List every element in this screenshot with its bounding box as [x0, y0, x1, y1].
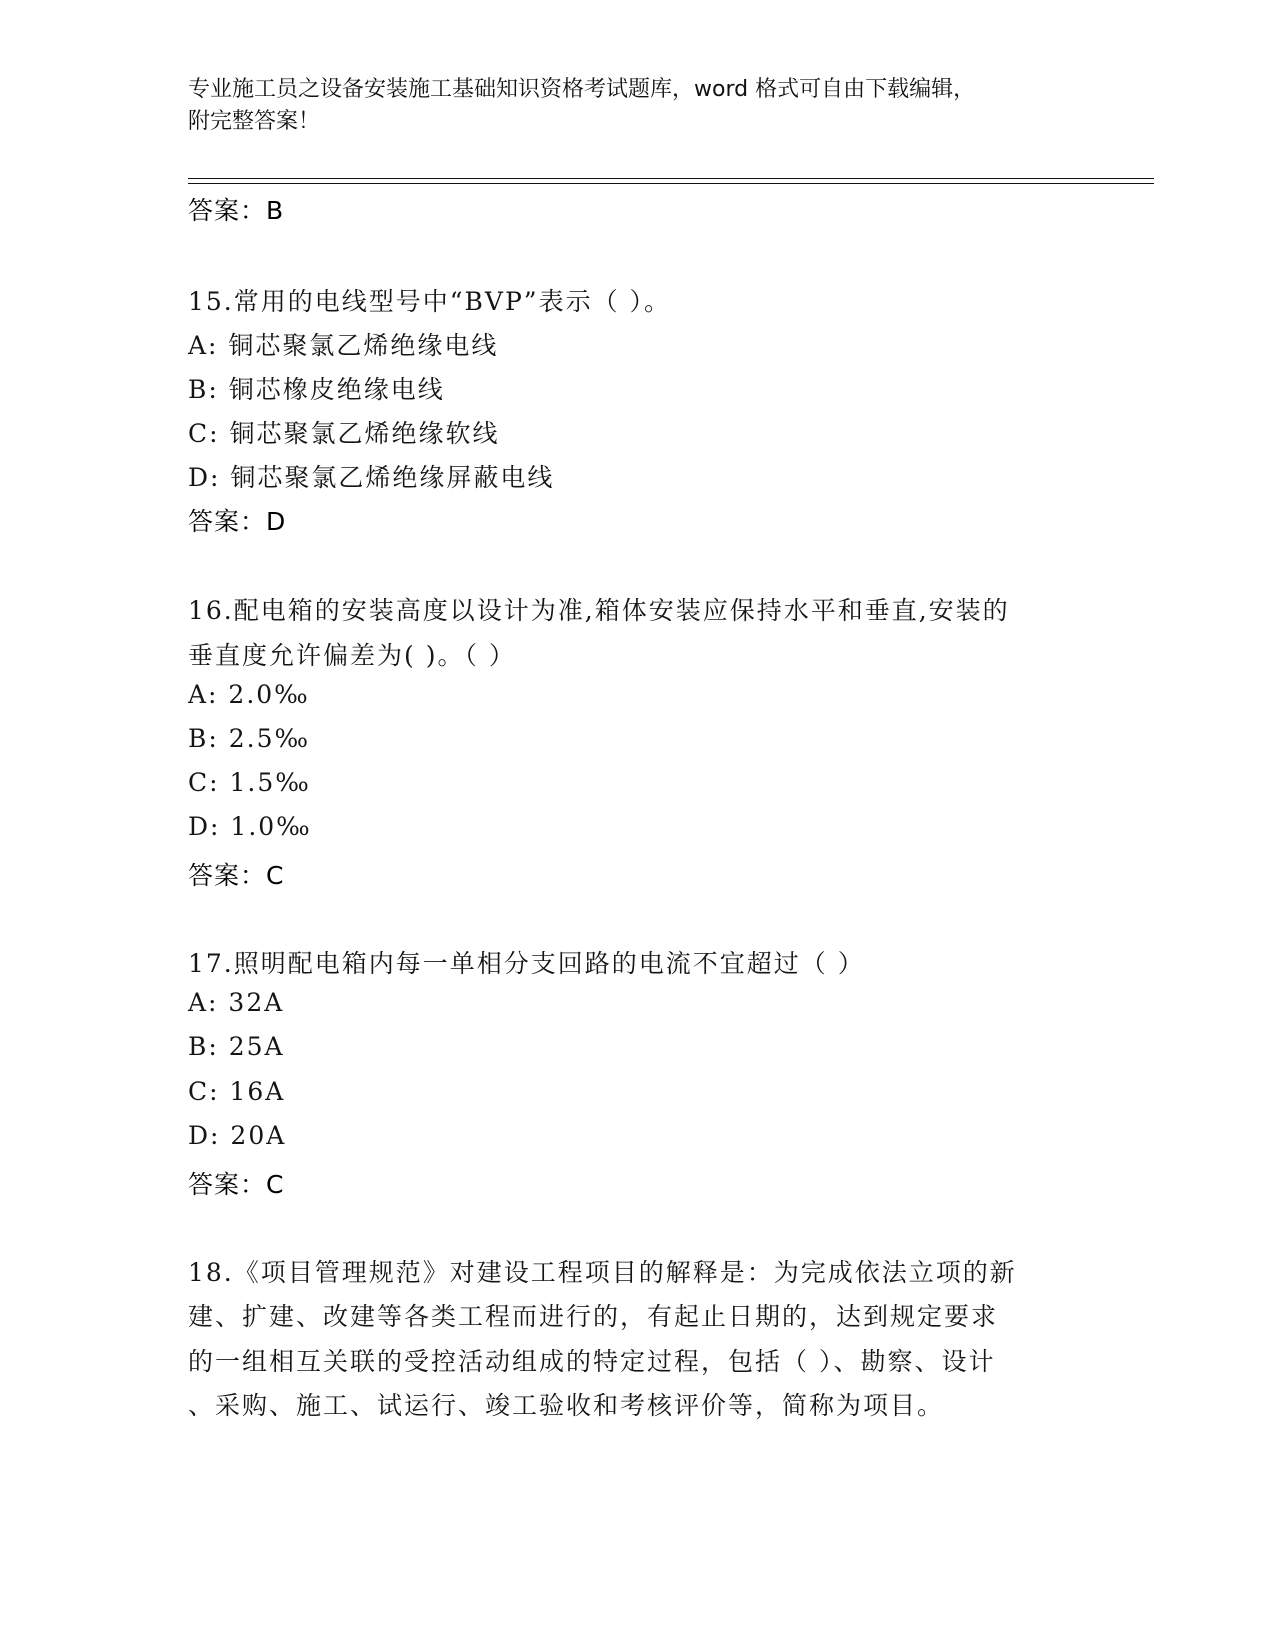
header-line-2: 附完整答案！	[188, 109, 321, 134]
header-divider-bottom	[188, 183, 1154, 184]
q15-option-c: C: 铜芯聚氯乙烯绝缘软线	[188, 419, 500, 448]
q15-option-b: B: 铜芯橡皮绝缘电线	[188, 375, 445, 404]
q16-option-b: B: 2.5‰	[188, 724, 311, 753]
q16-option-a: A: 2.0‰	[188, 680, 310, 709]
q17-stem: 17.照明配电箱内每一单相分支回路的电流不宜超过（ ）	[188, 949, 865, 978]
q16-answer: 答案：C	[188, 861, 285, 890]
q18-stem-line-3: 的一组相互关联的受控活动组成的特定过程，包括（ ）、勘察、设计	[188, 1347, 996, 1376]
q15-stem: 15.常用的电线型号中“BVP”表示（ ）。	[188, 287, 672, 316]
q16-option-d: D: 1.0‰	[188, 812, 312, 841]
q18-stem-line-1: 18.《项目管理规范》对建设工程项目的解释是：为完成依法立项的新	[188, 1258, 1017, 1287]
q15-answer: 答案：D	[188, 507, 287, 536]
q17-option-b: B: 25A	[188, 1032, 285, 1061]
header-line-1: 专业施工员之设备安装施工基础知识资格考试题库，word 格式可自由下载编辑，	[188, 77, 976, 102]
header-divider-top	[188, 178, 1154, 179]
q17-answer: 答案：C	[188, 1170, 285, 1199]
q15-option-d: D: 铜芯聚氯乙烯绝缘屏蔽电线	[188, 463, 555, 492]
q18-stem-line-4: 、采购、施工、试运行、竣工验收和考核评价等，简称为项目。	[188, 1391, 945, 1420]
q17-option-d: D: 20A	[188, 1121, 287, 1150]
page-header	[188, 74, 1088, 138]
answer-prev: 答案：B	[188, 196, 285, 225]
q16-option-c: C: 1.5‰	[188, 768, 311, 797]
q17-option-a: A: 32A	[188, 988, 285, 1017]
q15-option-a: A: 铜芯聚氯乙烯绝缘电线	[188, 331, 499, 360]
q16-stem-line-1: 16.配电箱的安装高度以设计为准,箱体安装应保持水平和垂直,安装的	[188, 596, 1010, 625]
q16-stem-line-2: 垂直度允许偏差为( )。（ ）	[188, 641, 516, 670]
q18-stem-line-2: 建、扩建、改建等各类工程而进行的，有起止日期的，达到规定要求	[188, 1302, 999, 1331]
q17-option-c: C: 16A	[188, 1077, 286, 1106]
